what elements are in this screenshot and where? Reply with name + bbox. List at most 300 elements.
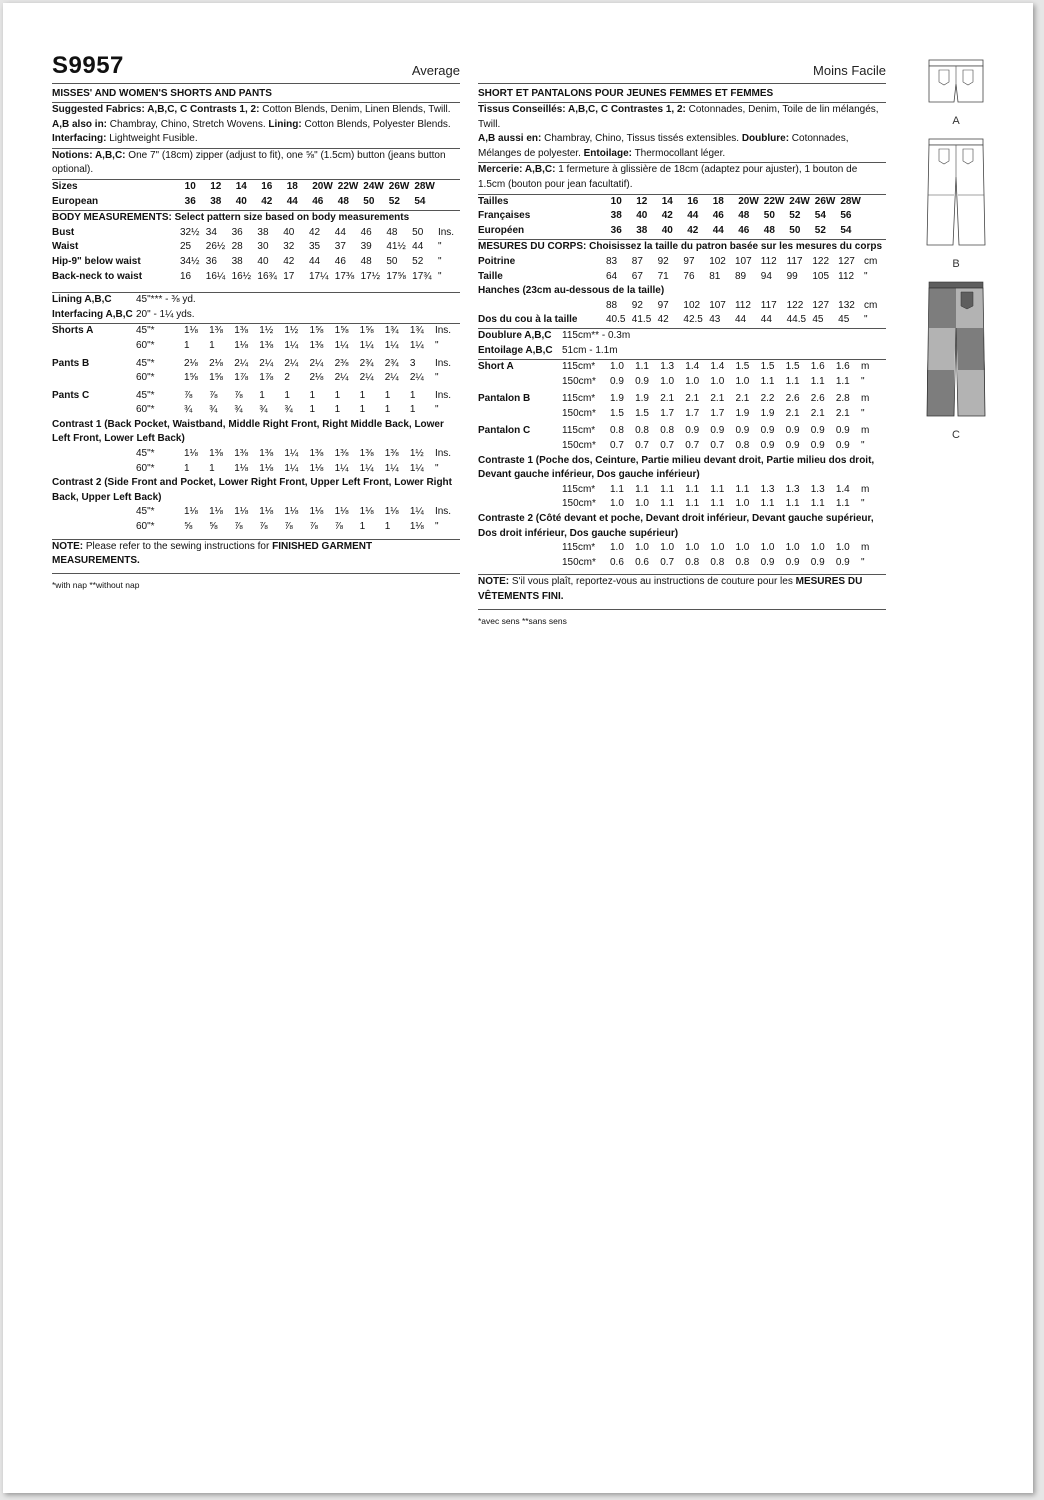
yardage-table — [52, 389, 463, 418]
value-cell: 1½ — [409, 448, 424, 460]
value-cell: 0.9 — [810, 556, 825, 568]
value-cell: 26W — [814, 195, 836, 207]
hip-row — [478, 299, 886, 314]
value-cell: 1 — [384, 404, 391, 416]
value-cell: 44 — [734, 314, 747, 326]
yardage-row — [52, 462, 463, 477]
value-cell: 1 — [209, 339, 215, 351]
value-cell: 28 — [231, 241, 243, 253]
notions-section-fr — [478, 162, 886, 192]
unit-cell: " — [860, 407, 865, 419]
unit-cell: m — [860, 483, 870, 495]
value-cell: 1.1 — [660, 498, 675, 510]
yardage-table — [478, 360, 889, 389]
interfacing-label-fr: Entoilage: — [583, 147, 632, 159]
value-cell: 52 — [789, 210, 801, 222]
yardage-row — [52, 324, 463, 339]
value-cell: 42 — [661, 210, 673, 222]
value-cell: 44 — [334, 226, 346, 238]
value-cell: 1 — [359, 404, 366, 416]
value-cell: 1⅛ — [234, 339, 249, 351]
value-cell: 76 — [683, 270, 695, 282]
value-cell: 94 — [760, 270, 772, 282]
value-cell: 1⅛ — [284, 506, 299, 518]
fabric-width: 60"* — [136, 521, 155, 533]
value-cell: 1.1 — [710, 498, 725, 510]
row-label: Pantalon C — [478, 425, 531, 437]
value-cell: 1 — [384, 389, 391, 401]
notions-section — [52, 148, 460, 178]
row-label — [52, 505, 136, 520]
value-cell: 1¼ — [284, 448, 299, 460]
value-cell: 1⅜ — [234, 448, 249, 460]
value-cell: 1⅜ — [309, 448, 324, 460]
pattern-title-fr: SHORT ET PANTALONS POUR JEUNES FEMMES ET FEMMES — [478, 88, 774, 99]
view-label-b: B — [952, 258, 960, 270]
value-cell: 2.1 — [810, 407, 825, 419]
value-cell: 92 — [657, 255, 669, 267]
value-cell: 46 — [738, 224, 750, 236]
value-cell: 1⅜ — [234, 325, 249, 337]
yardage-row — [478, 541, 889, 556]
view-label-a: A — [952, 115, 960, 127]
value-cell: 2¼ — [284, 357, 299, 369]
value-cell: 1.1 — [810, 375, 825, 387]
unit-cell: " — [434, 462, 439, 474]
value-cell: 16 — [180, 270, 192, 282]
value-cell: 1.7 — [660, 407, 675, 419]
value-cell: 2¼ — [259, 357, 274, 369]
value-cell: 12 — [210, 180, 222, 192]
value-cell: 1 — [334, 389, 341, 401]
value-cell: 1⅛ — [209, 506, 223, 518]
value-cell: 42 — [283, 255, 295, 267]
value-cell: 112 — [838, 270, 855, 282]
yardage-row — [478, 375, 889, 390]
value-cell: 1.0 — [635, 542, 649, 554]
value-cell: 1⅜ — [259, 339, 274, 351]
value-cell: 2.1 — [735, 393, 750, 405]
row-label: Pantalon B — [478, 393, 531, 405]
row-label — [478, 497, 562, 512]
interfacing-text: Lightweight Fusible. — [106, 133, 198, 145]
value-cell: 17¾ — [412, 270, 432, 282]
value-cell: 1 — [409, 404, 416, 416]
value-cell: 2¼ — [234, 357, 249, 369]
yardage-section-fr — [478, 360, 886, 570]
value-cell: 2.6 — [785, 393, 800, 405]
notions-label-fr: Mercerie: A,B,C: — [478, 164, 556, 176]
value-cell: 1⅜ — [259, 448, 274, 460]
view-illustrations — [923, 58, 989, 451]
hip-label: Hanches (23cm au-dessous de la taille) — [478, 285, 665, 297]
value-cell: 0.8 — [735, 556, 750, 568]
value-cell: 1 — [359, 389, 366, 401]
value-cell: 1⅜ — [209, 448, 223, 460]
interfacing-row — [478, 344, 886, 359]
fabric-width: 60"* — [136, 372, 155, 384]
value-cell: 2⅜ — [334, 357, 349, 369]
value-cell: 1⅜ — [384, 448, 399, 460]
yardage-row — [52, 403, 463, 418]
value-cell: 1.9 — [635, 393, 649, 405]
value-cell: 1 — [259, 389, 265, 401]
yardage-row — [478, 392, 889, 407]
value-cell: 1⅛ — [184, 448, 198, 460]
yardage-row — [52, 339, 463, 354]
difficulty-level: Average — [411, 63, 460, 78]
unit-cell — [440, 180, 460, 195]
value-cell: 97 — [657, 299, 669, 311]
value-cell: 0.9 — [810, 425, 825, 437]
row-label — [478, 439, 562, 454]
row-label: Tailles — [478, 195, 509, 207]
value-cell: 2.1 — [835, 407, 850, 419]
fabrics-label: Suggested Fabrics: A,B,C, C Contrasts 1, 2: — [52, 104, 260, 115]
lining-row — [52, 293, 460, 308]
value-cell: 88 — [606, 299, 618, 311]
value-cell: 2¼ — [334, 372, 349, 384]
value-cell: 42 — [657, 314, 669, 326]
value-cell: 48 — [337, 195, 349, 207]
value-cell: 1.0 — [685, 375, 700, 387]
pants-c-patchwork-sketch-icon — [923, 280, 989, 420]
value-cell: 40 — [636, 210, 648, 222]
value-cell: 40 — [661, 224, 673, 236]
fabric-width: 150cm* — [562, 375, 596, 387]
value-cell: 56 — [840, 210, 852, 222]
value-cell: 28W — [414, 180, 435, 192]
value-cell: 26½ — [205, 241, 226, 253]
fabric-width: 60"* — [136, 339, 155, 351]
value-cell: 1.4 — [835, 483, 850, 495]
value-cell: 2⅛ — [209, 357, 223, 369]
value-cell: 1.0 — [735, 542, 750, 554]
value-cell: ¾ — [259, 404, 268, 416]
value-cell: 0.7 — [685, 440, 700, 452]
value-cell: 71 — [657, 270, 669, 282]
value-cell: ⅞ — [309, 521, 318, 533]
value-cell: 50 — [763, 210, 775, 222]
value-cell: ⅞ — [184, 389, 193, 401]
value-cell: 107 — [709, 299, 726, 311]
value-cell: 2¾ — [359, 357, 374, 369]
fabric-width: 150cm* — [562, 440, 596, 452]
value-cell: 2.1 — [785, 407, 800, 419]
value-cell: 1.9 — [760, 407, 775, 419]
value-cell: 48 — [360, 255, 372, 267]
value-cell: 48 — [763, 224, 775, 236]
fabric-width: 45"* — [136, 389, 155, 401]
value-cell: 2¼ — [384, 372, 399, 384]
value-cell: 0.9 — [610, 375, 624, 387]
value-cell: 35 — [308, 241, 321, 253]
value-cell: 1 — [384, 521, 391, 533]
value-cell: 40 — [283, 226, 295, 238]
value-cell: 1¼ — [334, 462, 349, 474]
value-cell: 46 — [360, 226, 372, 238]
body-measurements-heading-fr: MESURES DU CORPS: Choisissez la taille du patron basée sur les mesures du corps — [478, 241, 883, 253]
fabrics-section-fr — [478, 102, 886, 161]
value-cell: 97 — [683, 255, 695, 267]
value-cell: 16 — [687, 195, 699, 207]
value-cell: 36 — [205, 255, 217, 267]
value-cell: 16¼ — [205, 270, 226, 282]
value-cell: 0.8 — [610, 425, 624, 437]
value-cell: 102 — [709, 255, 726, 267]
body-measurement-row — [52, 226, 460, 241]
interfacing-text-fr: Thermocollant léger. — [631, 147, 726, 159]
unit-cell: Ins. — [437, 226, 455, 238]
value-cell: 1⅛ — [184, 325, 198, 337]
value-cell: 0.8 — [685, 556, 700, 568]
value-cell: 26W — [388, 180, 410, 192]
view-label-c: C — [952, 429, 960, 441]
fabric-width: 45"* — [136, 448, 155, 460]
value-cell: 28W — [840, 195, 861, 207]
unit-cell: cm — [863, 255, 878, 267]
value-cell: 3 — [409, 357, 416, 369]
value-cell: 1⅜ — [309, 339, 324, 351]
unit-cell: Ins. — [434, 448, 452, 460]
value-cell: 1⅝ — [309, 325, 324, 337]
value-cell: 10 — [184, 180, 196, 192]
row-label: Hip-9" below waist — [52, 255, 141, 267]
value-cell: 1.5 — [610, 407, 624, 419]
value-cell: 0.7 — [710, 440, 725, 452]
yardage-row — [478, 424, 889, 439]
value-cell: 18 — [286, 180, 298, 192]
unit-cell: " — [434, 339, 439, 351]
lining-interfacing-table-fr — [478, 329, 886, 358]
value-cell: 1.0 — [810, 542, 825, 554]
value-cell: 102 — [683, 299, 701, 311]
value-cell: 1.5 — [760, 361, 775, 373]
value-cell: 0.9 — [785, 425, 800, 437]
yardage-row — [478, 407, 889, 422]
contrast2-label: Contraste 2 (Côté devant et poche, Devant droit inférieur, Devant gauche supérieur, Dos droit inférieur, Dos gauche supérieur) — [478, 513, 874, 539]
value-cell: 1.1 — [835, 498, 850, 510]
row-value: 45"*** - ⅜ yd. — [136, 294, 196, 306]
row-label: European — [52, 195, 99, 207]
value-cell: 0.7 — [660, 440, 675, 452]
value-cell: 1½ — [259, 325, 274, 337]
yardage-row — [478, 360, 889, 375]
row-label: Doublure A,B,C — [478, 329, 552, 341]
note-bold: FINISHED GARMENT MEASUREMENTS. — [52, 540, 373, 567]
value-cell: 2⅛ — [309, 372, 324, 384]
value-cell: 1.3 — [760, 483, 775, 495]
row-label: Back-neck to waist — [52, 270, 143, 282]
unit-cell — [440, 195, 460, 210]
value-cell: 1.0 — [610, 361, 624, 373]
value-cell: 1¼ — [384, 462, 399, 474]
row-label: Taille — [478, 270, 503, 282]
yardage-row — [478, 497, 889, 512]
value-cell: 1 — [334, 404, 341, 416]
row-label: Short A — [478, 361, 514, 373]
fabric-width: 115cm* — [562, 542, 596, 554]
fabric-width: 150cm* — [562, 556, 596, 568]
value-cell: 1.0 — [835, 542, 850, 554]
unit-cell: " — [434, 372, 439, 384]
row-label: Lining A,B,C — [52, 294, 112, 306]
unit-cell: Ins. — [434, 389, 452, 401]
unit-cell: " — [437, 255, 442, 267]
note-fr — [478, 575, 886, 604]
value-cell: 1⅛ — [309, 462, 324, 474]
value-cell: 46 — [712, 210, 724, 222]
value-cell: 1.0 — [710, 542, 725, 554]
value-cell: 0.9 — [760, 556, 775, 568]
row-value: 20" - 1¼ yds. — [136, 308, 195, 320]
value-cell: 122 — [786, 299, 804, 311]
row-label: Shorts A — [52, 325, 94, 337]
also-text: Chambray, Chino, Stretch Wovens. — [107, 118, 269, 130]
unit-cell: " — [437, 270, 442, 282]
unit-cell: m — [860, 393, 870, 405]
value-cell: 1.0 — [735, 498, 750, 510]
yardage-row — [478, 483, 889, 498]
contrast1-label: Contrast 1 (Back Pocket, Waistband, Middle Right Front, Right Middle Back, Lower Left Front, Lower Left Back) — [52, 418, 444, 445]
value-cell: 2 — [284, 372, 290, 384]
row-label: Sizes — [52, 180, 78, 192]
value-cell: 1 — [309, 389, 316, 401]
value-cell: 38 — [210, 195, 222, 207]
row-value: 115cm** - 0.3m — [562, 329, 631, 341]
value-cell: 92 — [631, 299, 643, 311]
row-label: Dos du cou à la taille — [478, 314, 578, 326]
unit-cell: " — [863, 314, 868, 326]
notions-label: Notions: A,B,C: — [52, 149, 126, 161]
value-cell: 1.6 — [835, 361, 850, 373]
value-cell: 30 — [257, 241, 269, 253]
value-cell: 1⅞ — [234, 372, 249, 384]
footnote: *with nap **without nap — [52, 573, 460, 593]
value-cell: 42 — [261, 195, 273, 207]
value-cell: 0.9 — [685, 425, 700, 437]
sizes-table — [52, 180, 460, 209]
value-cell: 1⅛ — [309, 506, 324, 518]
body-measurements-table — [52, 226, 460, 284]
value-cell: 0.8 — [635, 425, 649, 437]
fabric-width: 115cm* — [562, 483, 596, 495]
fabric-width: 45"* — [136, 357, 155, 369]
footnote-fr: *avec sens **sans sens — [478, 609, 886, 629]
sizes-row — [478, 195, 886, 210]
value-cell: 50 — [789, 224, 801, 236]
yardage-row — [52, 371, 463, 386]
fabric-width: 60"* — [136, 462, 155, 474]
value-cell: 1.1 — [710, 483, 725, 495]
sizes-row — [52, 180, 460, 195]
value-cell: 2¾ — [384, 357, 399, 369]
value-cell: ⅝ — [209, 521, 218, 533]
value-cell: 87 — [631, 255, 643, 267]
value-cell: 1⅝ — [184, 372, 198, 384]
value-cell: 24W — [363, 180, 384, 192]
row-label: Pants B — [52, 357, 90, 369]
note-text-fr: S'il vous plaît, reportez-vous au instructions de couture pour les — [509, 576, 796, 588]
note-bold-fr: MESURES DU VÊTEMENTS FINI. — [478, 576, 863, 602]
fabric-width: 115cm* — [562, 425, 596, 437]
value-cell: 1.3 — [660, 361, 675, 373]
value-cell: 17⅜ — [334, 270, 355, 282]
value-cell: 1¼ — [384, 339, 399, 351]
value-cell: 0.6 — [610, 556, 624, 568]
value-cell: 38 — [610, 210, 622, 222]
value-cell: 18 — [712, 195, 724, 207]
body-measurement-row — [52, 255, 460, 270]
body-measurement-row — [52, 240, 460, 255]
difficulty-level-fr: Moins Facile — [813, 63, 886, 78]
value-cell: 52 — [412, 255, 424, 267]
value-cell: 44 — [687, 210, 699, 222]
value-cell: 112 — [734, 299, 751, 311]
value-cell: 2.1 — [710, 393, 725, 405]
value-cell: 50 — [363, 195, 375, 207]
shorts-a-flat-sketch-icon — [923, 58, 989, 106]
value-cell: 1.1 — [735, 483, 750, 495]
row-label — [52, 462, 136, 477]
value-cell: 54 — [840, 224, 852, 236]
value-cell: 1⅛ — [359, 506, 374, 518]
value-cell: 36 — [184, 195, 196, 207]
value-cell: 1.1 — [685, 483, 700, 495]
unit-cell: Ins. — [434, 325, 452, 337]
sizes-table-fr — [478, 195, 886, 239]
value-cell: 48 — [738, 210, 750, 222]
fabrics-text: Cotton Blends, Denim, Linen Blends, Twill. — [259, 104, 451, 115]
back-neck-row — [478, 313, 886, 328]
value-cell: 2.8 — [835, 393, 850, 405]
row-label: Françaises — [478, 210, 531, 222]
yardage-table — [478, 424, 889, 453]
value-cell: 32½ — [180, 226, 200, 238]
value-cell: 1¾ — [384, 325, 399, 337]
value-cell: 1.9 — [610, 393, 624, 405]
value-cell: 54 — [414, 195, 426, 207]
value-cell: 132 — [838, 299, 855, 311]
lining-text: Cotton Blends, Polyester Blends. — [301, 118, 451, 130]
row-label — [52, 339, 136, 354]
value-cell: 1⅛ — [259, 462, 274, 474]
value-cell: 36 — [231, 226, 243, 238]
value-cell: 1 — [184, 339, 190, 351]
yardage-row — [52, 389, 463, 404]
row-label: Poitrine — [478, 255, 516, 267]
yardage-table — [52, 324, 463, 353]
unit-cell: " — [434, 521, 439, 533]
lining-text-fr: Cotonnades, Mélanges de polyester. — [478, 133, 849, 159]
value-cell: 45 — [838, 314, 850, 326]
value-cell: 2.1 — [685, 393, 700, 405]
value-cell: 41.5 — [631, 314, 652, 326]
value-cell: 44 — [412, 241, 424, 253]
fabric-width: 45"* — [136, 325, 155, 337]
yardage-row — [478, 439, 889, 454]
value-cell: 1.0 — [660, 542, 675, 554]
value-cell: 1.1 — [660, 483, 675, 495]
value-cell: 22W — [337, 180, 359, 192]
value-cell: 34 — [205, 226, 217, 238]
value-cell: ⅞ — [334, 521, 343, 533]
value-cell: 1 — [184, 462, 190, 474]
value-cell: 1¼ — [409, 506, 424, 518]
value-cell: 1.9 — [735, 407, 750, 419]
value-cell: 1.1 — [810, 498, 825, 510]
value-cell: 1.3 — [785, 483, 800, 495]
